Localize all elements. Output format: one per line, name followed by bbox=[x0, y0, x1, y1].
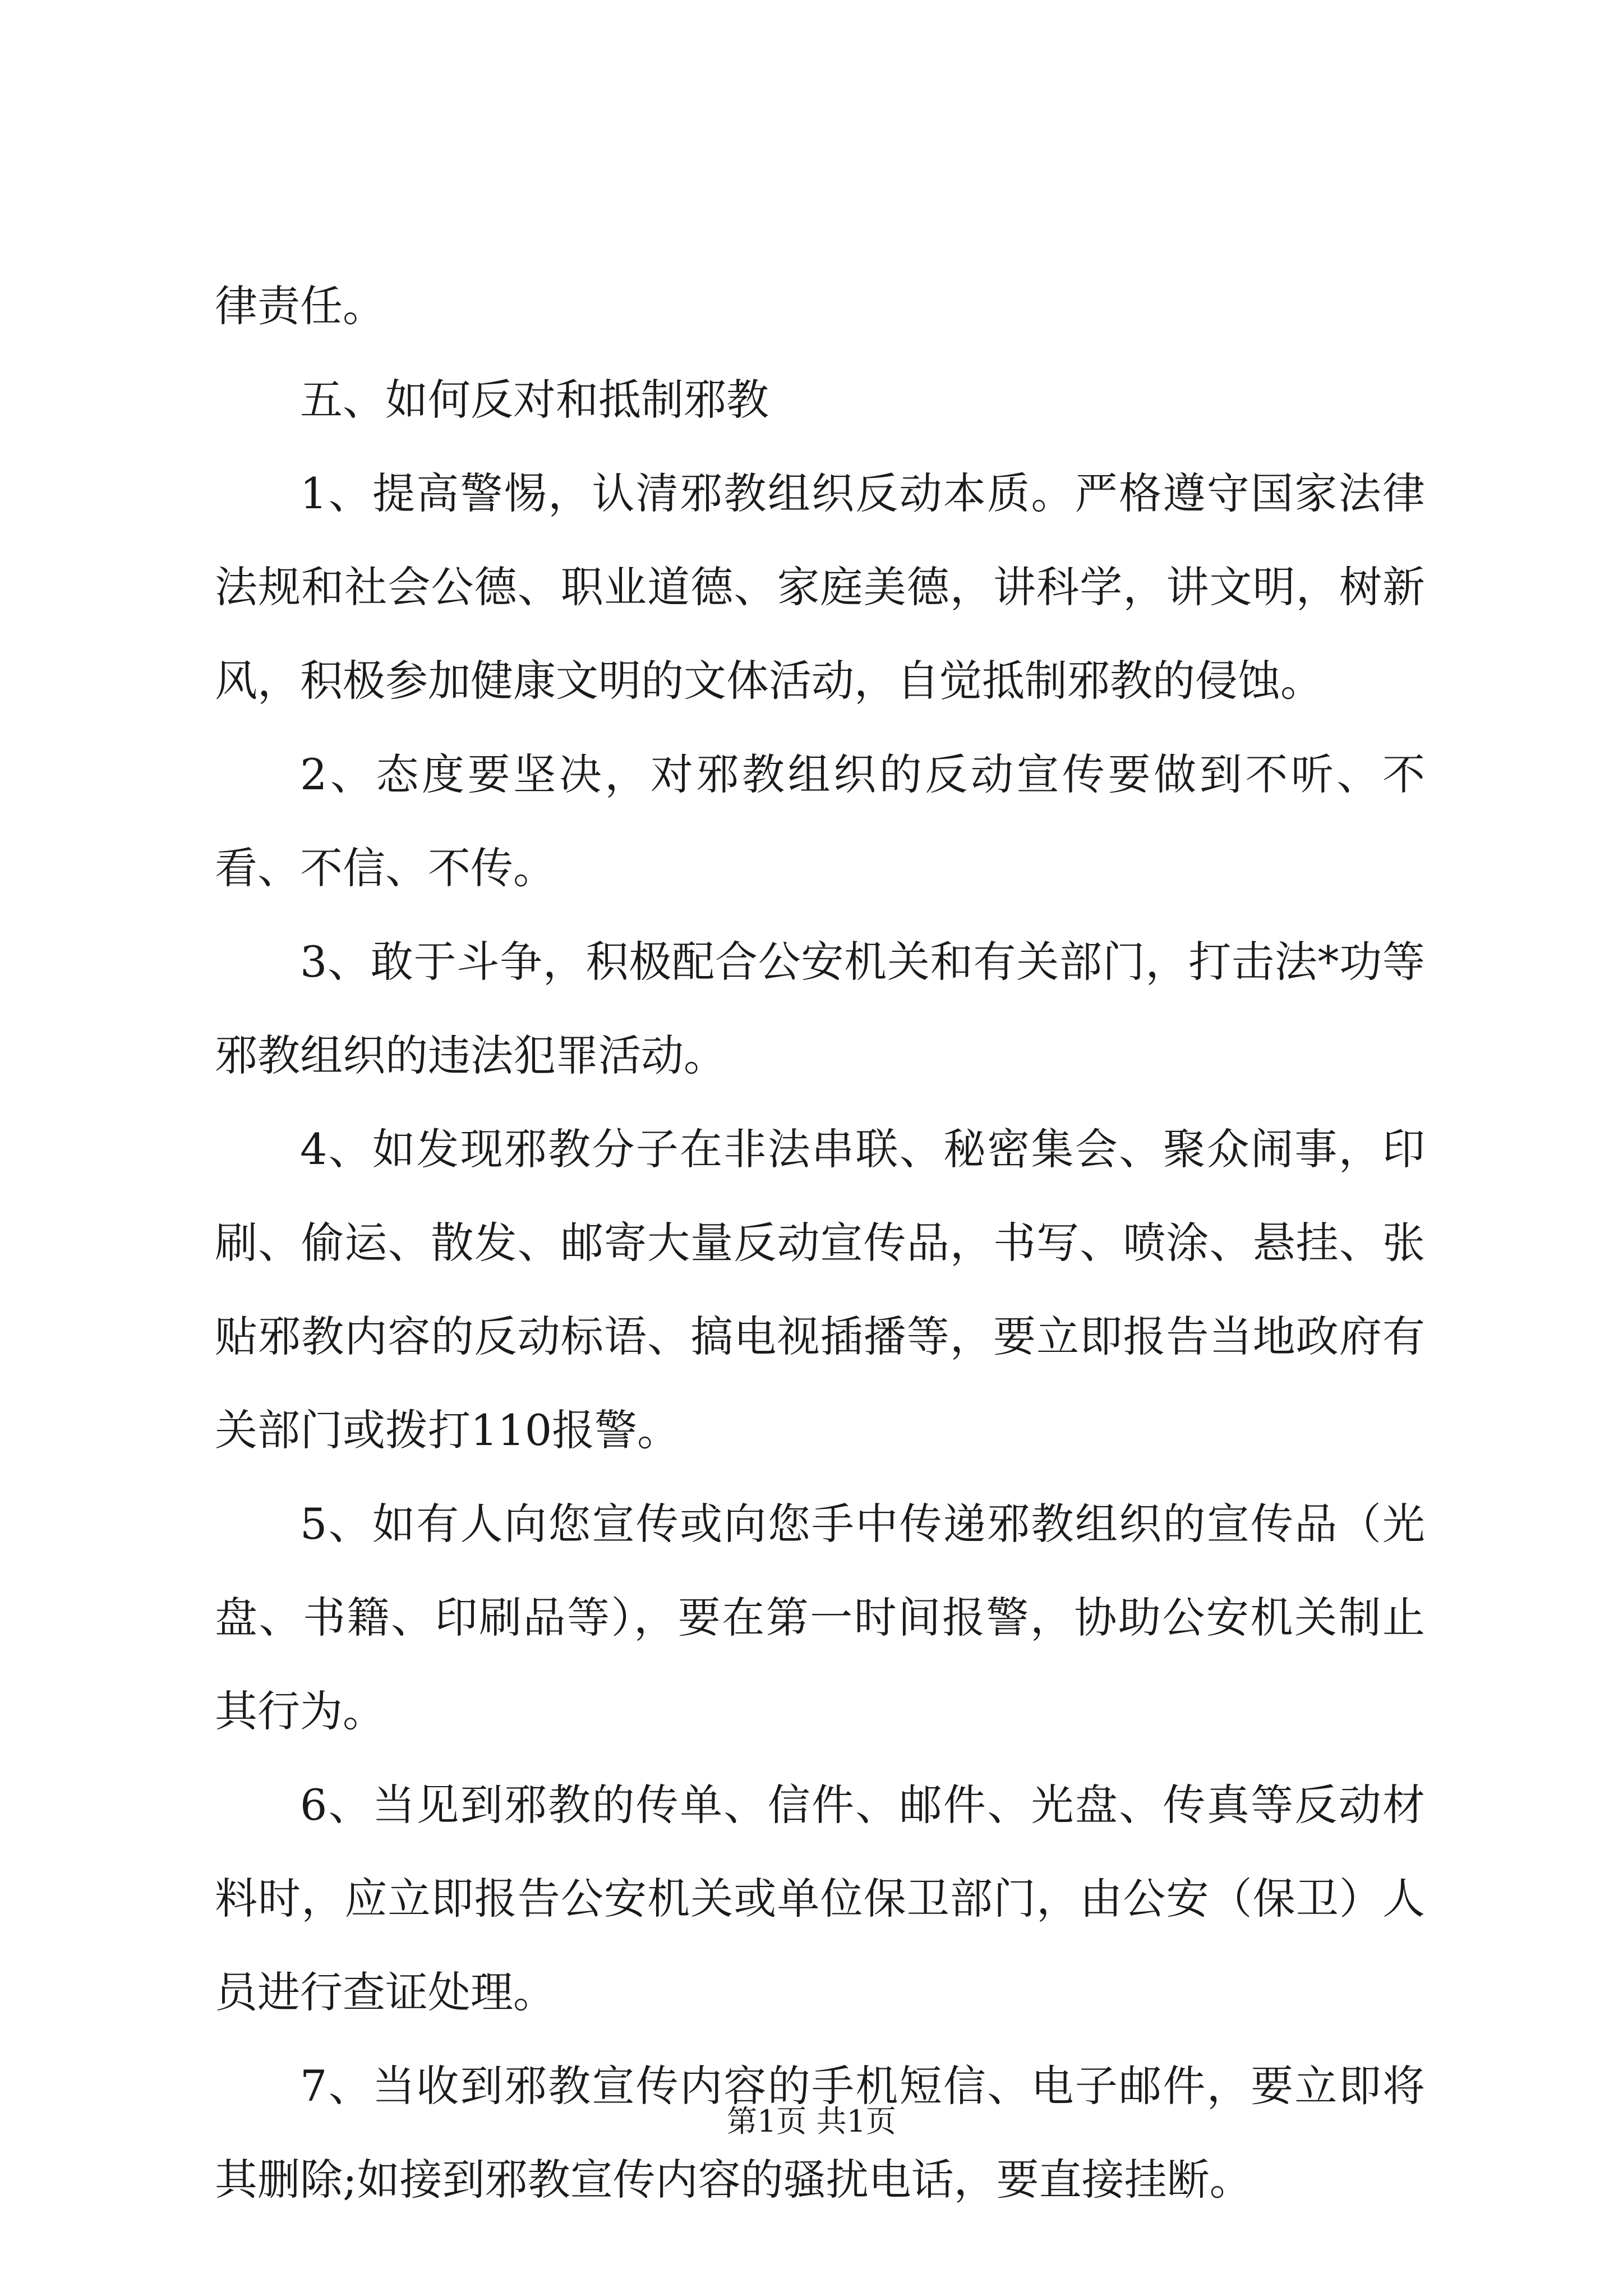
list-item-3: 3、敢于斗争，积极配合公安机关和有关部门，打击法*功等邪教组织的违法犯罪活动。 bbox=[215, 937, 1425, 1080]
document-body bbox=[215, 259, 1425, 2226]
list-item-7: 7、当收到邪教宣传内容的手机短信、电子邮件，要立即将其删除;如接到邪教宣传内容的骚扰电话，要直接挂断。 bbox=[215, 2061, 1425, 2205]
list-item-5: 5、如有人向您宣传或向您手中传递邪教组织的宣传品（光盘、书籍、印刷品等），要在第一时间报警，协助公安机关制止其行为。 bbox=[215, 1499, 1425, 1736]
section-heading: 五、如何反对和抵制邪教 bbox=[300, 375, 769, 425]
list-item-1: 1、提高警惕，认清邪教组织反动本质。严格遵守国家法律法规和社会公德、职业道德、家庭美德，讲科学，讲文明，树新风，积极参加健康文明的文体活动，自觉抵制邪教的侵蚀。 bbox=[215, 468, 1425, 706]
list-item-6: 6、当见到邪教的传单、信件、邮件、光盘、传真等反动材料时，应立即报告公安机关或单位保卫部门，由公安（保卫）人员进行查证处理。 bbox=[215, 1780, 1425, 2017]
list-item-4: 4、如发现邪教分子在非法串联、秘密集会、聚众闹事，印刷、偷运、散发、邮寄大量反动宣传品，书写、喷涂、悬挂、张贴邪教内容的反动标语、搞电视插播等，要立即报告当地政府有关部门或拨打110报警。 bbox=[215, 1124, 1425, 1455]
list-item-2: 2、态度要坚决，对邪教组织的反动宣传要做到不听、不看、不信、不传。 bbox=[215, 749, 1425, 893]
paragraph-continuation: 律责任。 bbox=[215, 281, 385, 331]
page-footer: 第1页 共1页 bbox=[727, 2104, 896, 2139]
